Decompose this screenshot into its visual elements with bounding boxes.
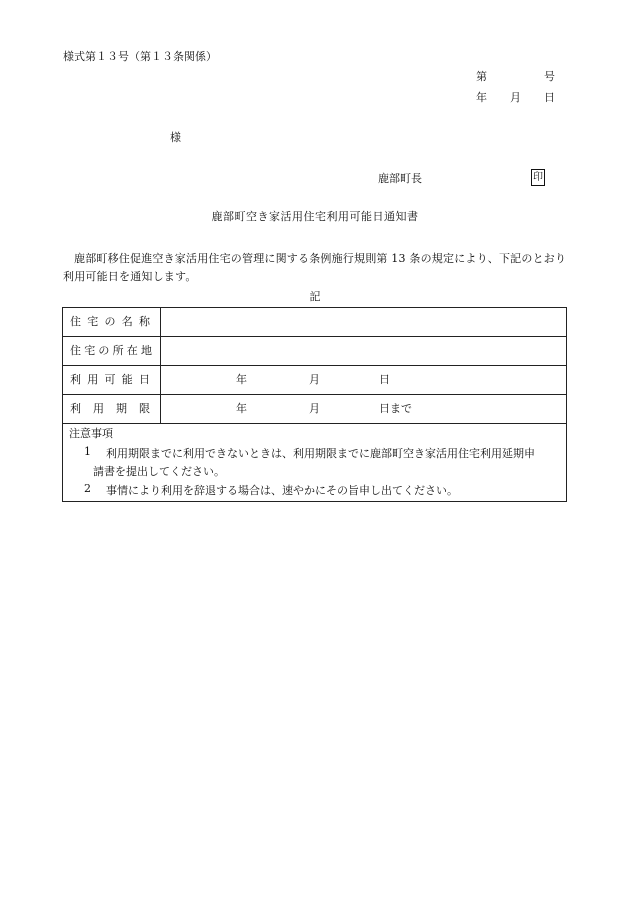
row-label-cell (63, 308, 161, 337)
date-year: 年 (476, 91, 487, 104)
row-label-cell (63, 337, 161, 366)
notes-heading: 注意事項 (69, 427, 113, 440)
row-label: 利用可能日 (70, 373, 150, 387)
available-date-year: 年 (236, 373, 247, 386)
seal-stamp-box: 印 (531, 169, 545, 186)
ki-label: 記 (309, 290, 321, 303)
doc-number-gou: 号 (544, 70, 555, 83)
date-month: 月 (510, 91, 521, 104)
table-row (63, 308, 567, 337)
available-date-month: 月 (309, 373, 320, 386)
deadline-year: 年 (236, 402, 247, 415)
body-paragraph: 鹿部町移住促進空き家活用住宅の管理に関する条例施行規則第 13 条の規定により、下記のとおり利用可能日を通知します。 (63, 252, 567, 283)
row-label-cell (63, 366, 161, 395)
available-date-field[interactable] (161, 366, 567, 395)
table-row (63, 366, 567, 395)
available-date-day: 日 (379, 373, 390, 386)
form-number: 様式第１３号（第１３条関係） (63, 50, 217, 63)
note-number: 2 (84, 482, 91, 495)
doc-number-dai: 第 (476, 70, 487, 83)
deadline-day: 日まで (379, 402, 412, 415)
info-table (62, 307, 567, 424)
housing-address-field[interactable] (161, 337, 567, 366)
note-text: 事情により利用を辞退する場合は、速やかにその旨申し出てください。 (106, 484, 458, 497)
table-row (63, 337, 567, 366)
row-label: 住宅の名称 (70, 315, 150, 329)
note-text-continued: 請書を提出してください。 (93, 465, 225, 478)
note-number: 1 (84, 445, 91, 458)
note-text: 利用期限までに利用できないときは、利用期限までに鹿部町空き家活用住宅利用延期申 (106, 447, 535, 460)
issuer-title: 鹿部町長 (378, 172, 422, 185)
addressee-suffix: 様 (170, 131, 181, 144)
row-label: 住宅の所在地 (70, 344, 152, 358)
document-title: 鹿部町空き家活用住宅利用可能日通知書 (211, 210, 419, 223)
row-label: 利用期限 (70, 402, 150, 416)
date-day: 日 (544, 91, 555, 104)
deadline-month: 月 (309, 402, 320, 415)
housing-name-field[interactable] (161, 308, 567, 337)
notes-box (62, 420, 567, 502)
